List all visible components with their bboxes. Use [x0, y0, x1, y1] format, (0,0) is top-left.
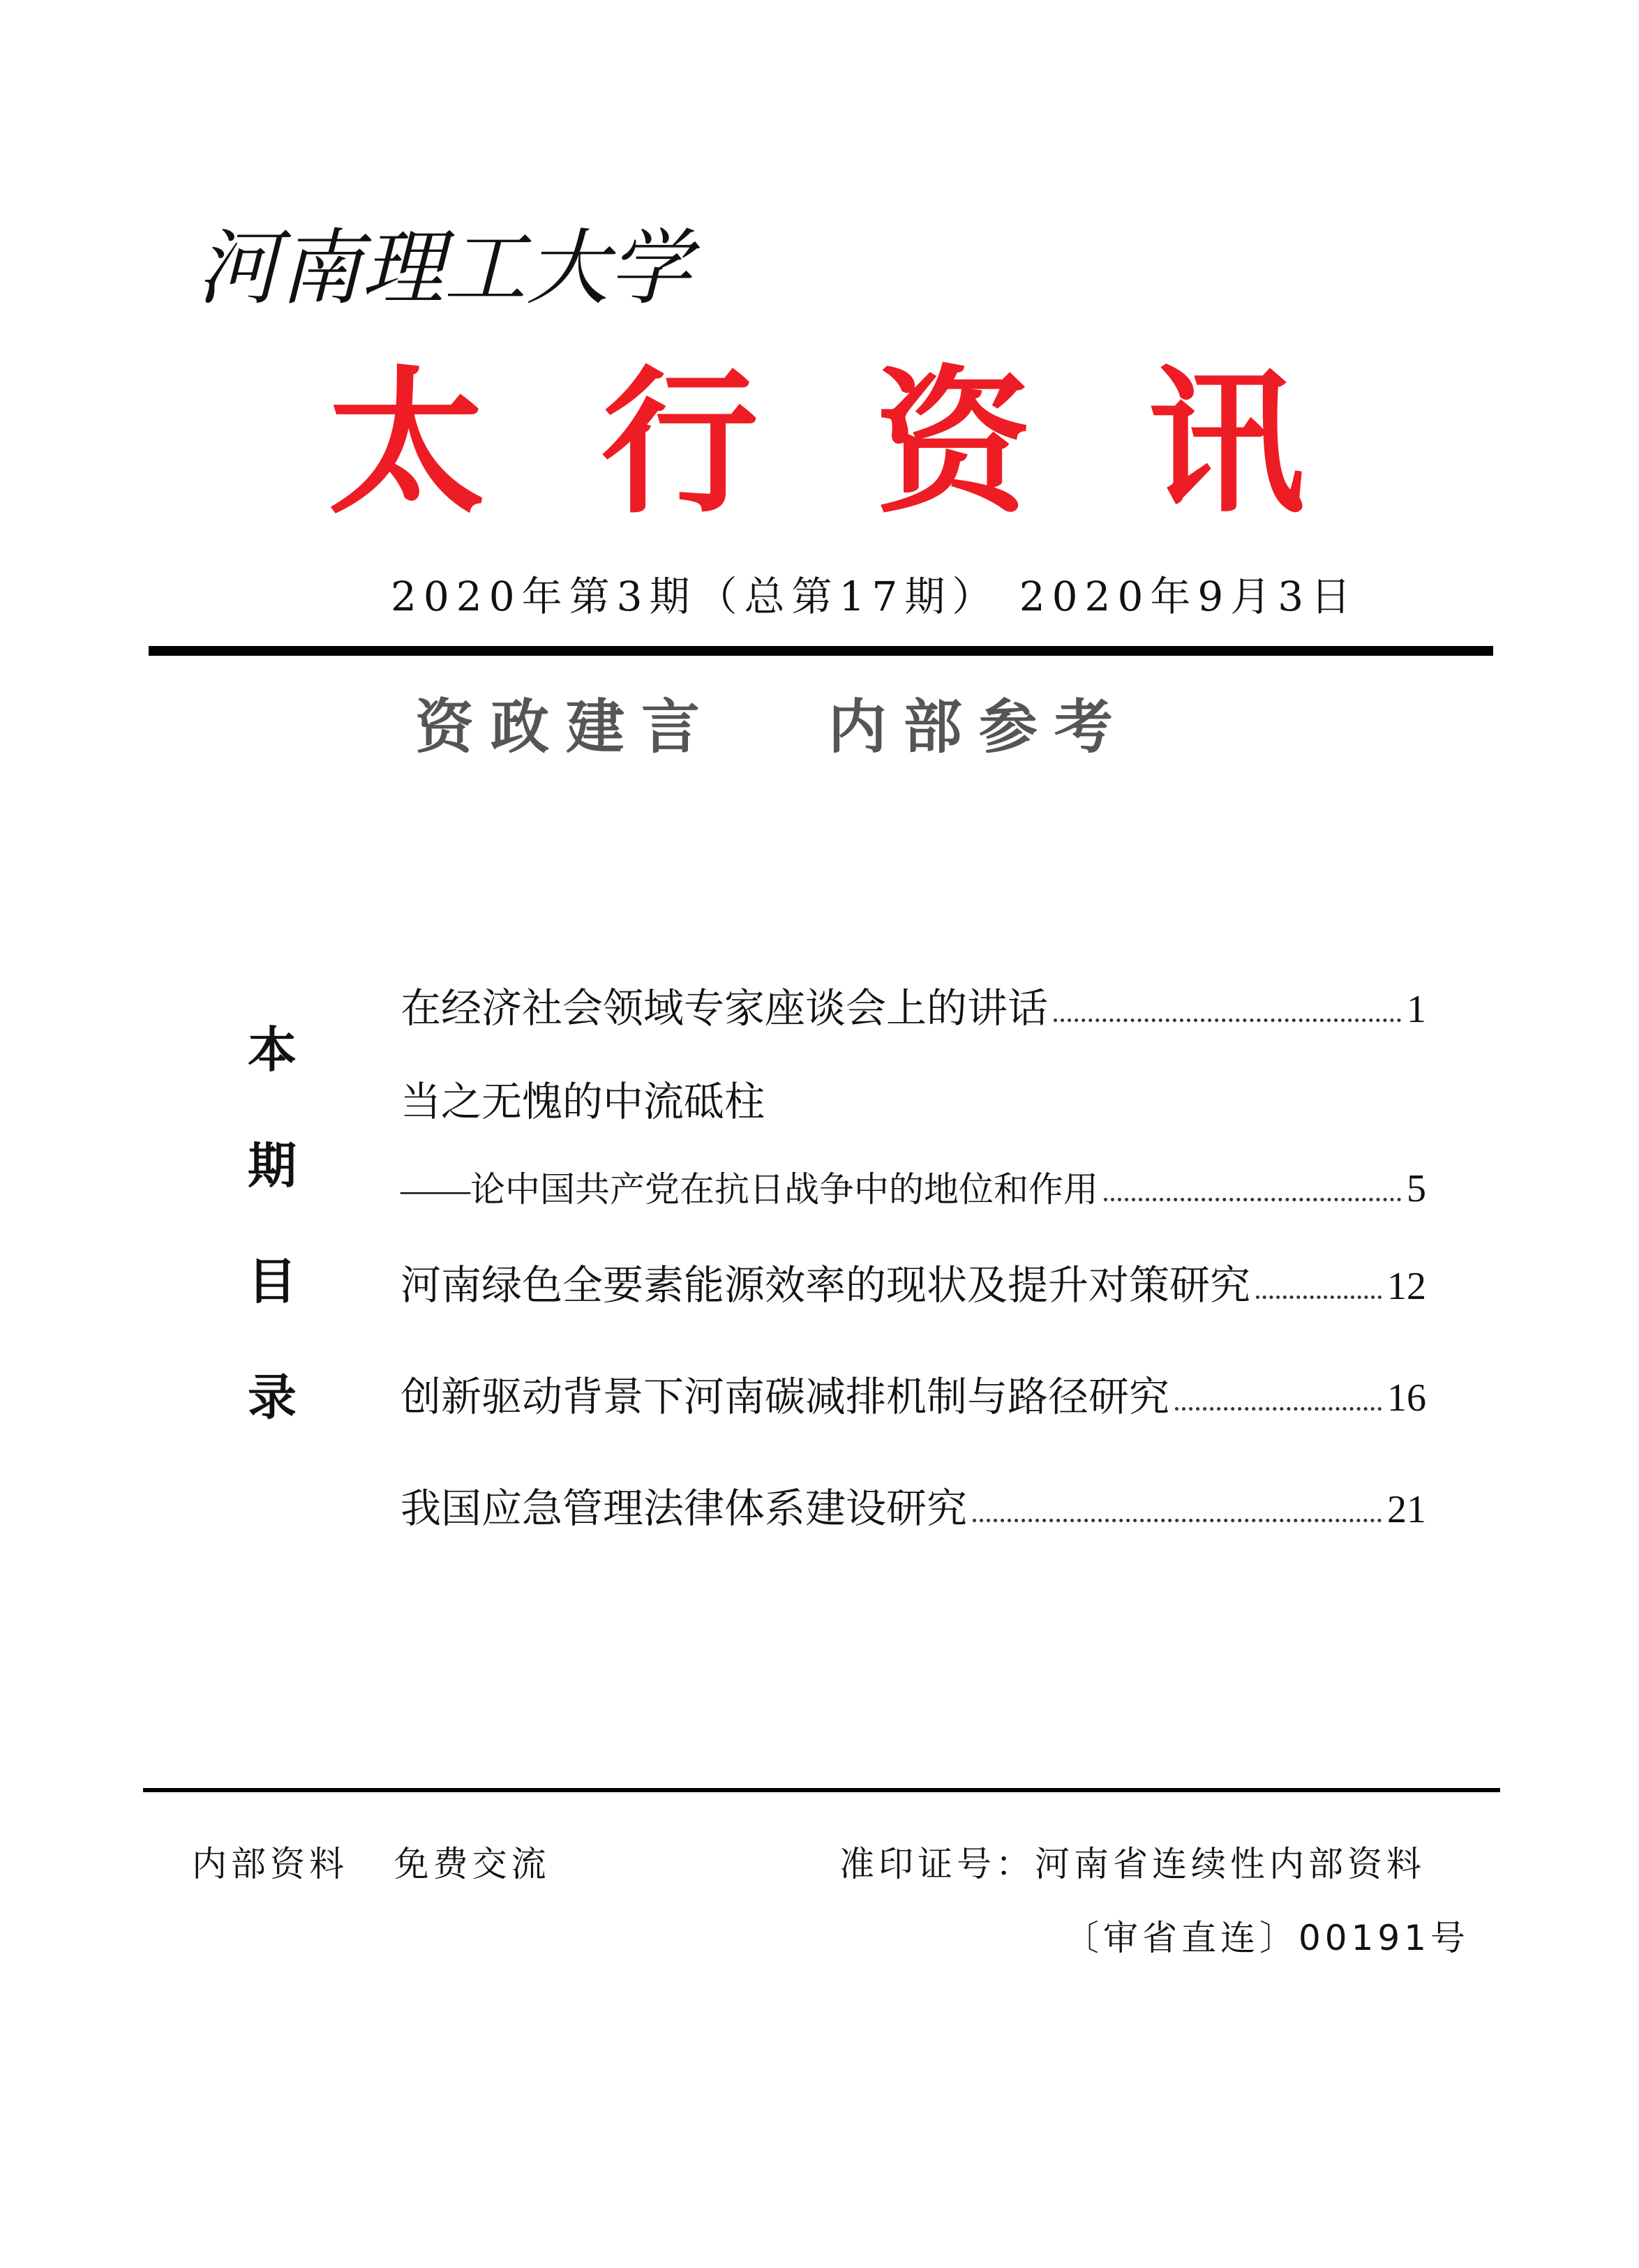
masthead-title — [328, 352, 1305, 534]
toc-entry-page: 1 — [1407, 988, 1426, 1031]
header-divider — [149, 646, 1493, 656]
toc-leader — [1175, 1407, 1382, 1411]
masthead-char: 行 — [601, 351, 758, 535]
toc-leader — [973, 1519, 1382, 1522]
masthead-char: 资 — [874, 351, 1032, 535]
toc-leader — [1054, 1019, 1401, 1022]
toc-entry[interactable] — [401, 1069, 1426, 1125]
permit-number: 准印证号：河南省连续性内部资料 — [839, 1844, 1425, 1884]
toc-entry-title: 当之无愧的中流砥柱 — [401, 1079, 765, 1125]
university-logo-text: 河南理工大学 — [197, 220, 691, 316]
toc-label-char: 本 — [248, 1021, 297, 1079]
toc-entry-title: ——论中国共产党在抗日战争中的地位和作用 — [401, 1170, 1098, 1209]
toc-entry[interactable] — [401, 1364, 1426, 1420]
toc-entry-page: 12 — [1387, 1265, 1426, 1308]
toc-entry[interactable] — [401, 1475, 1426, 1531]
issue-info: 2020年第3期（总第17期） 2020年9月3日 — [391, 573, 1359, 620]
footer-notice: 内部资料 免费交流 — [192, 1844, 551, 1884]
toc-entry-title: 我国应急管理法律体系建设研究 — [401, 1486, 968, 1531]
toc-entry-subtitle[interactable] — [401, 1162, 1426, 1217]
toc-label-char: 录 — [248, 1369, 297, 1426]
toc-entry[interactable] — [401, 975, 1426, 1031]
toc-label — [237, 1021, 307, 1426]
toc-entry-title: 在经济社会领域专家座谈会上的讲话 — [401, 986, 1049, 1031]
toc-entry-page: 21 — [1387, 1488, 1426, 1531]
tagline: 资政建言 内部参考 — [415, 693, 1130, 761]
university-logo — [197, 209, 691, 321]
toc-leader — [1104, 1198, 1401, 1201]
toc-entry-title: 创新驱动背景下河南碳减排机制与路径研究 — [401, 1374, 1170, 1420]
toc-label-char: 目 — [248, 1253, 297, 1310]
permit-code: 〔审省直连〕00191号 — [1064, 1918, 1470, 1958]
toc-entry-page: 16 — [1387, 1376, 1426, 1420]
masthead-char: 讯 — [1147, 351, 1305, 535]
toc-entry-title: 河南绿色全要素能源效率的现状及提升对策研究 — [401, 1263, 1251, 1308]
toc-entry[interactable] — [401, 1252, 1426, 1308]
footer-divider — [143, 1788, 1500, 1792]
toc-entry-page: 5 — [1407, 1167, 1426, 1210]
masthead-char: 太 — [328, 351, 485, 535]
university-logo-graphic — [197, 209, 691, 321]
toc-leader — [1256, 1296, 1382, 1299]
toc-label-char: 期 — [248, 1137, 297, 1194]
